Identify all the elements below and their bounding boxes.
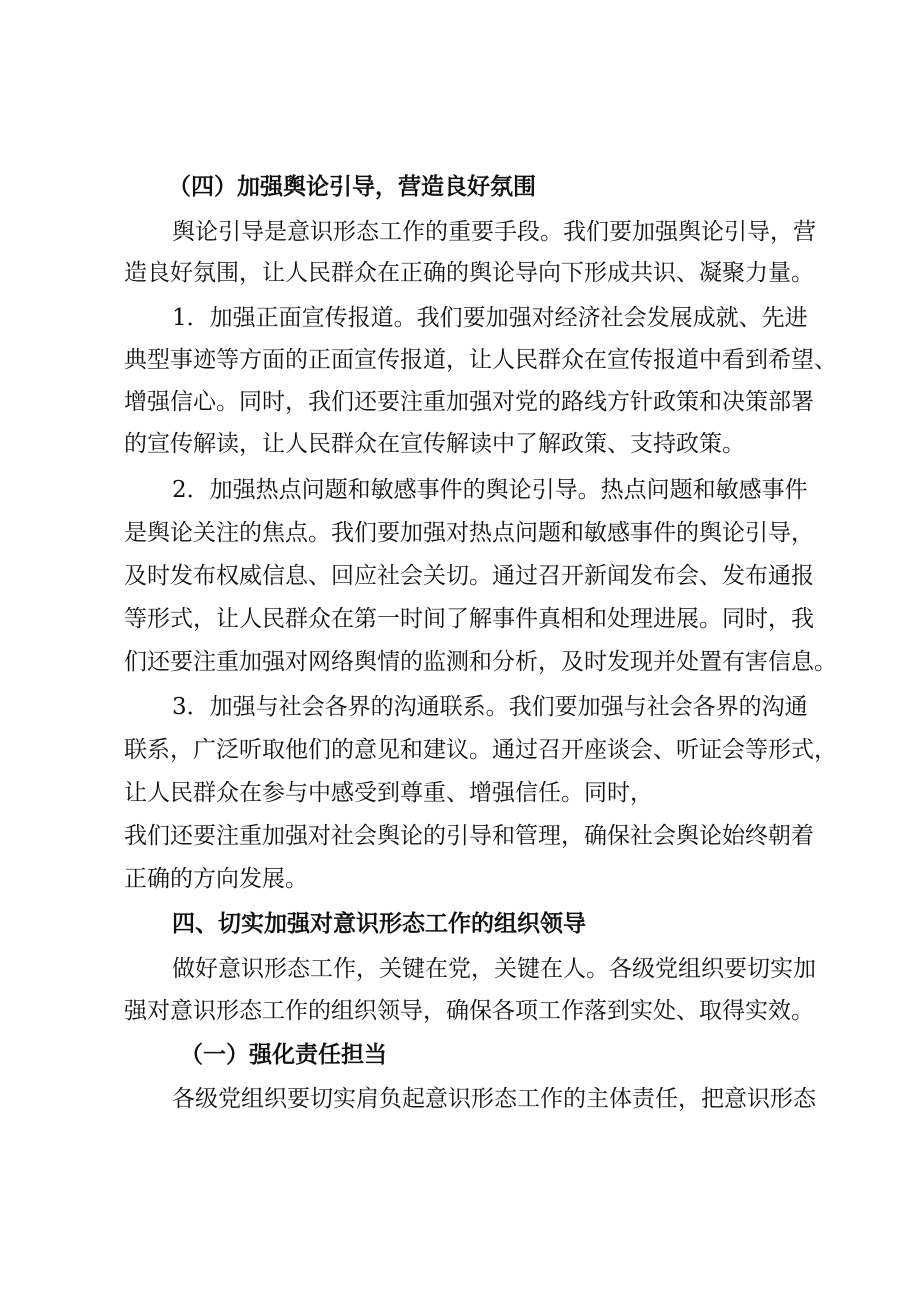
paragraph-line: 3．加强与社会各界的沟通联系。我们要加强与社会各界的沟通 xyxy=(172,694,808,720)
section-heading-main-4: 四、切实加强对意识形态工作的组织领导 xyxy=(172,910,586,937)
paragraph-line: 各级党组织要切实肩负起意识形态工作的主体责任，把意识形态 xyxy=(172,1086,816,1112)
section-heading-4: （四）加强舆论引导，营造良好氛围 xyxy=(168,173,536,200)
paragraph-line: 让人民群众在参与中感受到尊重、增强信任。同时， xyxy=(124,780,653,806)
paragraph-line: 的宣传解读，让人民群众在宣传解读中了解政策、支持政策。 xyxy=(124,431,745,457)
paragraph-line: 1．加强正面宣传报道。我们要加强对经济社会发展成就、先进 xyxy=(172,305,808,331)
paragraph-line: 增强信心。同时，我们还要注重加强对党的路线方针政策和决策部署 xyxy=(124,389,814,415)
paragraph-line: 是舆论关注的焦点。我们要加强对热点问题和敏感事件的舆论引导， xyxy=(124,520,814,546)
paragraph-line: 正确的方向发展。 xyxy=(124,866,308,892)
paragraph-line: 我们还要注重加强对社会舆论的引导和管理，确保社会舆论始终朝着 xyxy=(124,823,814,849)
paragraph-line: 及时发布权威信息、回应社会关切。通过召开新闻发布会、发布通报 xyxy=(124,563,814,589)
paragraph-line: 做好意识形态工作，关键在党，关键在人。各级党组织要切实加 xyxy=(172,956,816,982)
paragraph-line: 等形式，让人民群众在第一时间了解事件真相和处理进展。同时，我 xyxy=(124,606,814,632)
section-heading-1: （一）强化责任担当 xyxy=(180,1041,387,1068)
paragraph-line: 2．加强热点问题和敏感事件的舆论引导。热点问题和敏感事件 xyxy=(172,477,808,503)
paragraph-line: 典型事迹等方面的正面宣传报道，让人民群众在宣传报道中看到希望、 xyxy=(124,347,837,373)
paragraph-line: 造良好氛围，让人民群众在正确的舆论导向下形成共识、凝聚力量。 xyxy=(124,260,814,286)
paragraph-line: 舆论引导是意识形态工作的重要手段。我们要加强舆论引导，营 xyxy=(172,219,816,245)
paragraph-line: 联系，广泛听取他们的意见和建议。通过召开座谈会、听证会等形式， xyxy=(124,737,837,763)
paragraph-line: 们还要注重加强对网络舆情的监测和分析，及时发现并处置有害信息。 xyxy=(124,649,837,675)
paragraph-line: 强对意识形态工作的组织领导，确保各项工作落到实处、取得实效。 xyxy=(124,998,814,1024)
